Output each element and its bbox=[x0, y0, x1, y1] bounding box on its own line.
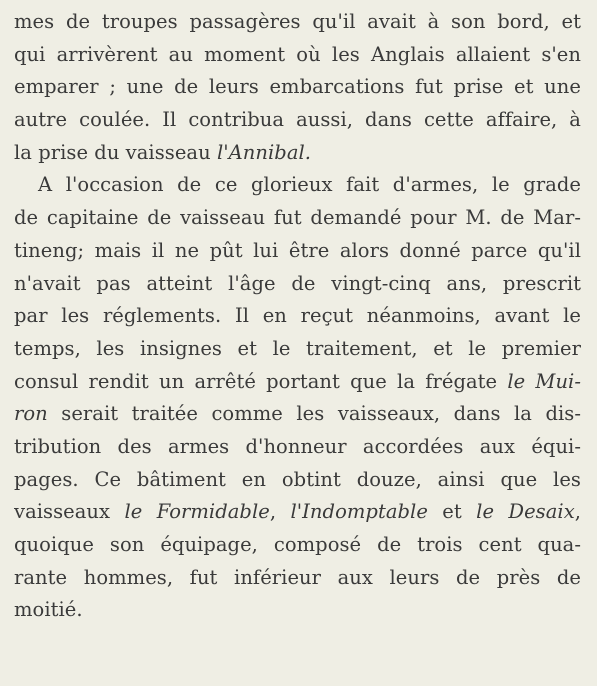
text-segment: qui arrivèrent au moment où les Anglais allaient s'en bbox=[14, 42, 581, 66]
text-segment: n'avait pas atteint l'âge de vingt-cinq ans, prescrit bbox=[14, 271, 581, 295]
text-segment: rante hommes, fut inférieur aux leurs de près de bbox=[14, 565, 581, 589]
text-segment: mes de troupes passagères qu'il avait à son bord, et bbox=[14, 10, 581, 33]
text-line bbox=[14, 268, 581, 301]
text-line bbox=[14, 202, 581, 235]
text-line bbox=[14, 71, 581, 104]
text-line bbox=[14, 6, 581, 39]
text-line bbox=[14, 431, 581, 464]
text-line bbox=[14, 104, 581, 137]
text-segment: pages. Ce bâtiment en obtint douze, ainsi que les bbox=[14, 467, 581, 491]
italic-text-segment: le Mui- bbox=[507, 369, 581, 393]
text-segment: , bbox=[574, 500, 581, 524]
text-segment: de capitaine de vaisseau fut demandé pour M. de Mar- bbox=[14, 206, 581, 230]
text-segment: et bbox=[427, 500, 477, 524]
text-line bbox=[14, 398, 581, 431]
text-line bbox=[14, 333, 581, 366]
text-segment: la prise du vaisseau bbox=[14, 140, 217, 164]
text-line bbox=[14, 529, 581, 562]
text-line bbox=[14, 169, 581, 202]
text-line bbox=[14, 366, 581, 399]
italic-text-segment: l'Indomptable bbox=[290, 500, 428, 524]
text-segment: serait traitée comme les vaisseaux, dans la dis- bbox=[47, 402, 581, 426]
text-segment: tribution des armes d'honneur accordées aux équi- bbox=[14, 434, 581, 458]
text-segment: moitié. bbox=[14, 598, 83, 622]
body-text bbox=[14, 6, 581, 627]
text-segment: autre coulée. Il contribua aussi, dans cette affaire, à bbox=[14, 108, 581, 132]
text-segment: , bbox=[269, 500, 291, 524]
text-segment: par les réglements. Il en reçut néanmoins, avant le bbox=[14, 304, 581, 328]
italic-text-segment: le Formidable bbox=[124, 500, 270, 524]
text-line bbox=[14, 496, 581, 529]
text-line bbox=[14, 39, 581, 72]
text-segment: consul rendit un arrêté portant que la frégate bbox=[14, 369, 508, 393]
text-line bbox=[14, 300, 581, 333]
text-line bbox=[14, 137, 581, 170]
italic-text-segment: l'Annibal. bbox=[216, 140, 312, 164]
text-segment: A l'occasion de ce glorieux fait d'armes, le grade bbox=[38, 173, 581, 197]
text-line bbox=[14, 235, 581, 268]
italic-text-segment: le Desaix bbox=[476, 500, 575, 524]
text-segment: vaisseaux bbox=[14, 500, 125, 524]
text-line bbox=[14, 464, 581, 497]
text-segment: tineng; mais il ne pût lui être alors donné parce qu'il bbox=[14, 238, 581, 262]
text-line bbox=[14, 594, 581, 627]
italic-text-segment: ron bbox=[14, 402, 48, 426]
text-segment: temps, les insignes et le traitement, et le premier bbox=[14, 336, 581, 360]
text-segment: emparer ; une de leurs embarcations fut prise et une bbox=[14, 75, 581, 99]
text-segment: quoique son équipage, composé de trois cent qua- bbox=[14, 533, 581, 556]
text-line bbox=[14, 562, 581, 595]
